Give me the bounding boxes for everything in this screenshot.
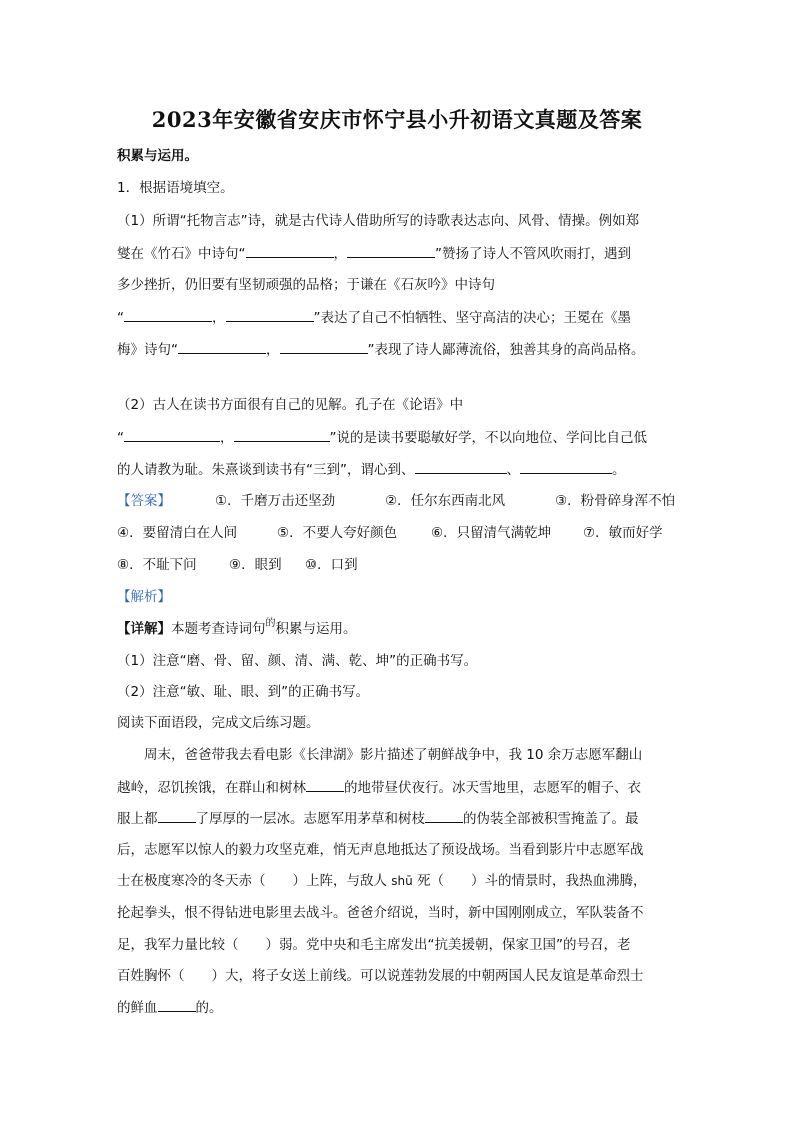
- answer-item: ⑧．不耻下问: [117, 557, 197, 573]
- answer-item: ⑨．眼到: [229, 557, 282, 573]
- answer-row-1: [117, 491, 675, 511]
- text-span: “: [117, 430, 124, 446]
- answer-item: ⑦．敏而好学: [583, 525, 663, 541]
- passage-line-7: 足，我军力量比较（ ）弱。党中央和毛主席发出“抗美援朝，保家卫国”的号召，老: [117, 937, 631, 953]
- analysis-detail: [117, 619, 357, 641]
- detail-end: 积累与运用。: [275, 621, 357, 637]
- pinyin: shū: [391, 874, 413, 888]
- text-span: 死（ ）斗的情景时，我热血沸腾，: [412, 873, 647, 889]
- reading-intro: 阅读下面语段，完成文后练习题。: [117, 715, 320, 731]
- text-span: 的人请教为耻。朱熹谈到读书有“三到”，谓心到、: [117, 462, 415, 478]
- q1-part1-line2: [117, 243, 631, 264]
- passage-line-3: [117, 808, 639, 829]
- fill-blank-4[interactable]: [226, 307, 314, 322]
- detail-superscript: 的: [265, 618, 276, 629]
- fill-blank-passage-3[interactable]: [425, 808, 463, 823]
- answer-item: ④．要留清白在人间: [117, 525, 238, 541]
- fill-blank-9[interactable]: [415, 459, 507, 474]
- text-span: ，: [266, 342, 280, 358]
- q1-part1-line3: 多少挫折，仍旧要有坚韧顽强的品格；于谦在《石灰吟》中诗句: [117, 277, 495, 293]
- fill-blank-passage-2[interactable]: [158, 808, 196, 823]
- text-span: 士在极度寒冷的冬天赤（ ）上阵，与敌人: [117, 873, 392, 889]
- text-span: 梅》诗句“: [117, 342, 178, 358]
- passage-line-9: [117, 997, 223, 1018]
- text-span: 燮在《竹石》中诗句“: [117, 246, 246, 262]
- text-span: “: [117, 310, 124, 326]
- answer-row-2: [117, 523, 663, 543]
- passage-line-5: [117, 871, 647, 891]
- text-span: ，: [212, 310, 226, 326]
- text-span: 、: [506, 462, 520, 478]
- q1-part1-line4: [117, 307, 631, 328]
- fill-blank-2[interactable]: [347, 243, 435, 258]
- passage-line-6: 抡起拳头，恨不得钻进电影里去战斗。爸爸介绍说，当时，新中国刚刚成立，军队装备不: [117, 905, 644, 921]
- analysis-note-2: （2）注意“敏、耻、眼、到”的正确书写。: [117, 684, 370, 700]
- analysis-label: 【解析】: [117, 589, 171, 605]
- text-span: 越岭，忍饥挨饿，在群山和树林: [117, 780, 306, 796]
- text-span: 的鲜血: [117, 1000, 158, 1016]
- text-span: 。: [612, 462, 626, 478]
- text-span: 的。: [195, 1000, 223, 1016]
- answer-item: ③．粉骨碎身浑不怕: [555, 493, 676, 509]
- answer-item: ⑤．不要人夸好颜色: [277, 525, 398, 541]
- answer-row-3: [117, 555, 358, 575]
- fill-blank-10[interactable]: [520, 459, 612, 474]
- text-span: 服上都: [117, 811, 158, 827]
- fill-blank-3[interactable]: [124, 307, 212, 322]
- passage-line-4: 后，志愿军以惊人的毅力攻坚克难，悄无声息地抵达了预设战场。当看到影片中志愿军战: [117, 842, 644, 858]
- q1-part1-line1: （1）所谓“托物言志”诗，就是古代诗人借助所写的诗歌表达志向、风骨、情操。例如郑: [117, 213, 640, 229]
- text-span: ”表达了自己不怕牺牲、坚守高洁的决心；王冕在《墨: [313, 310, 631, 326]
- passage-line-8: 百姓胸怀（ ）大，将子女送上前线。可以说莲勃发展的中朝两国人民友谊是革命烈士: [117, 968, 644, 984]
- text-span: 的地带昼伏夜行。冰天雪地里，志愿军的帽子、衣: [344, 780, 641, 796]
- q1-part1-line5: [117, 339, 645, 360]
- q1-part2-line1: （2）古人在读书方面很有自己的见解。孔子在《论语》中: [117, 397, 464, 413]
- fill-blank-1[interactable]: [246, 243, 334, 258]
- q1-part2-line3: [117, 459, 626, 480]
- answer-item: ⑩．口到: [305, 557, 358, 573]
- detail-label: 【详解】: [117, 621, 171, 637]
- text-span: ”说的是读书要聪敏好学，不以向地位、学问比自己低: [329, 430, 647, 446]
- detail-text: 本题考查诗词句: [171, 621, 266, 637]
- fill-blank-8[interactable]: [234, 427, 330, 442]
- passage-line-1: 周末，爸爸带我去看电影《长津湖》影片描述了朝鲜战争中，我 10 余万志愿军翻山: [144, 747, 643, 763]
- text-span: 了厚厚的一层冰。志愿军用茅草和树枝: [195, 811, 425, 827]
- passage-line-2: [117, 777, 641, 798]
- fill-blank-7[interactable]: [124, 427, 220, 442]
- answer-item: ⑥．只留清气满乾坤: [431, 525, 552, 541]
- analysis-note-1: （1）注意“磨、骨、留、颜、清、满、乾、坤”的正确书写。: [117, 653, 478, 669]
- answer-item: ①．千磨万击还坚劲: [215, 493, 336, 509]
- fill-blank-passage-1[interactable]: [306, 777, 344, 792]
- page-title: 2023年安徽省安庆市怀宁县小升初语文真题及答案: [151, 107, 643, 132]
- fill-blank-5[interactable]: [178, 339, 266, 354]
- text-span: ”赞扬了诗人不管风吹雨打，遇到: [435, 246, 631, 262]
- text-span: 的伪装全部被积雪掩盖了。最: [463, 811, 639, 827]
- text-span: ，: [333, 246, 347, 262]
- answer-item: ②．任尔东西南北风: [385, 493, 506, 509]
- question-stem: 1．根据语境填空。: [117, 180, 234, 196]
- fill-blank-6[interactable]: [280, 339, 368, 354]
- section-heading: 积累与运用。: [117, 148, 198, 164]
- text-span: ”表现了诗人鄙薄流俗，独善其身的高尚品格。: [367, 342, 645, 358]
- answer-label: 【答案】: [117, 493, 171, 509]
- q1-part2-line2: [117, 427, 647, 448]
- text-span: ，: [220, 430, 234, 446]
- fill-blank-passage-4[interactable]: [158, 997, 196, 1012]
